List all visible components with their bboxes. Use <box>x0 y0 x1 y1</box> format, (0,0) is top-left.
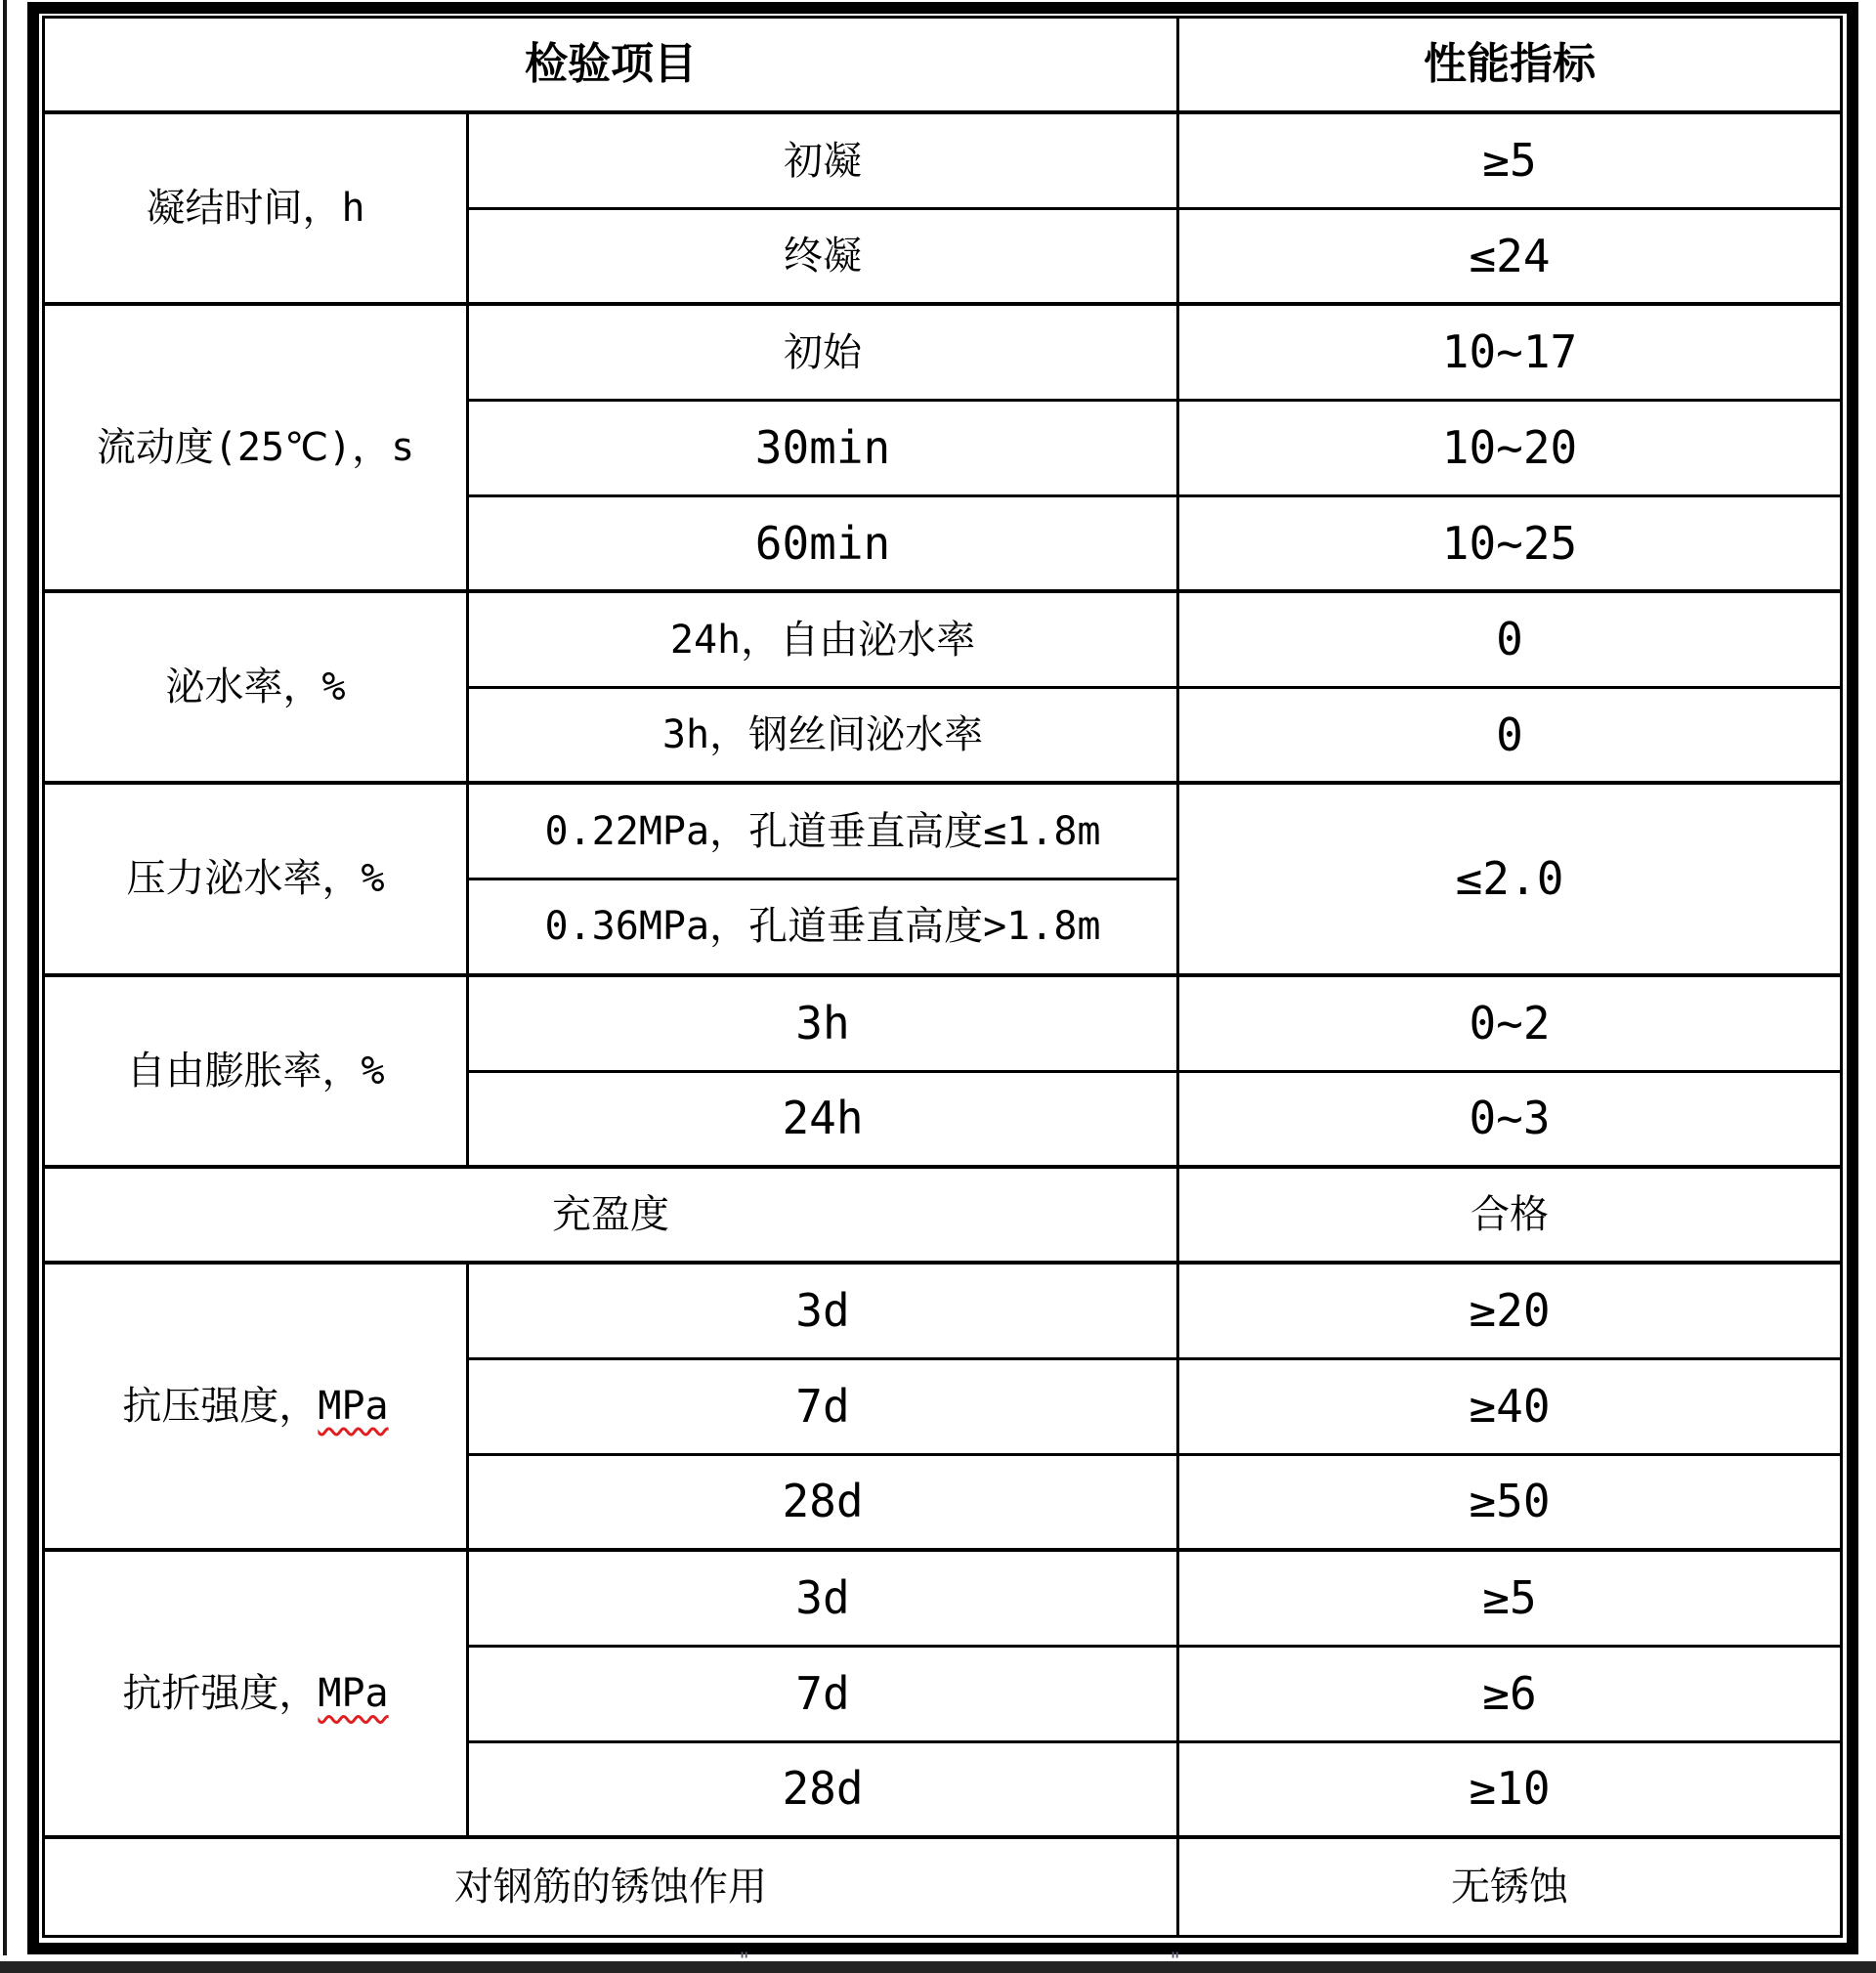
item-fluidity-30min: 30min <box>469 402 1179 497</box>
value-bleeding-24h-free: 0 <box>1179 593 1840 689</box>
item-bleeding-3h-wire: 3h，钢丝间泌水率 <box>469 689 1179 785</box>
value-fluidity-30min: 10~20 <box>1179 402 1840 497</box>
group-setting-time: 凝结时间，h <box>45 114 469 306</box>
group-free-expansion-rate: 自由膨胀率，% <box>45 977 469 1169</box>
item-flexural-3d: 3d <box>469 1552 1179 1648</box>
item-flexural-28d: 28d <box>469 1743 1179 1839</box>
page-edge-line <box>3 0 7 1955</box>
value-fluidity-60min: 10~25 <box>1179 497 1840 593</box>
item-flexural-7d: 7d <box>469 1648 1179 1743</box>
value-final-set: ≤24 <box>1179 210 1840 306</box>
item-compressive-3d: 3d <box>469 1265 1179 1360</box>
screenshot-bottom-strip <box>0 1961 1876 1973</box>
value-compressive-7d: ≥40 <box>1179 1360 1840 1456</box>
item-final-set: 终凝 <box>469 210 1179 306</box>
compressive-unit-spellcheck-squiggle: MPa <box>318 1383 389 1429</box>
group-bleeding-rate: 泌水率，% <box>45 593 469 785</box>
group-pressure-bleeding-rate: 压力泌水率，% <box>45 785 469 976</box>
group-flexural-strength <box>45 1552 469 1839</box>
value-fluidity-initial: 10~17 <box>1179 306 1840 402</box>
item-expansion-3h: 3h <box>469 977 1179 1073</box>
value-filling-degree: 合格 <box>1179 1169 1840 1265</box>
header-performance-index: 性能指标 <box>1179 19 1840 114</box>
spec-table <box>42 16 1843 1938</box>
item-fluidity-initial: 初始 <box>469 306 1179 402</box>
item-initial-set: 初凝 <box>469 114 1179 210</box>
value-flexural-28d: ≥10 <box>1179 1743 1840 1839</box>
group-compressive-strength <box>45 1265 469 1552</box>
item-fluidity-60min: 60min <box>469 497 1179 593</box>
item-filling-degree: 充盈度 <box>45 1169 1179 1265</box>
value-steel-corrosion: 无锈蚀 <box>1451 1864 1568 1909</box>
item-compressive-28d: 28d <box>469 1456 1179 1552</box>
value-compressive-3d: ≥20 <box>1179 1265 1840 1360</box>
group-flexural-strength-label: 抗折强度， <box>122 1670 319 1716</box>
value-bleeding-3h-wire: 0 <box>1179 689 1840 785</box>
value-flexural-3d: ≥5 <box>1179 1552 1840 1648</box>
value-compressive-28d: ≥50 <box>1179 1456 1840 1552</box>
value-pressure-bleeding-merged: ≤2.0 <box>1179 785 1840 976</box>
value-expansion-24h: 0~3 <box>1179 1073 1840 1169</box>
item-pressure-036mpa: 0.36MPa，孔道垂直高度>1.8m <box>469 880 1179 976</box>
item-pressure-022mpa: 0.22MPa，孔道垂直高度≤1.8m <box>469 785 1179 880</box>
flexural-unit-spellcheck-squiggle: MPa <box>318 1670 389 1716</box>
item-expansion-24h: 24h <box>469 1073 1179 1169</box>
value-expansion-3h: 0~2 <box>1179 977 1840 1073</box>
group-compressive-strength-label: 抗压强度， <box>122 1383 319 1429</box>
group-fluidity: 流动度(25℃)，s <box>45 306 469 593</box>
item-steel-corrosion: 对钢筋的锈蚀作用 <box>45 1839 1179 1935</box>
item-bleeding-24h-free: 24h，自由泌水率 <box>469 593 1179 689</box>
value-initial-set: ≥5 <box>1179 114 1840 210</box>
header-test-item: 检验项目 <box>45 19 1179 114</box>
item-compressive-7d: 7d <box>469 1360 1179 1456</box>
value-flexural-7d: ≥6 <box>1179 1648 1840 1743</box>
